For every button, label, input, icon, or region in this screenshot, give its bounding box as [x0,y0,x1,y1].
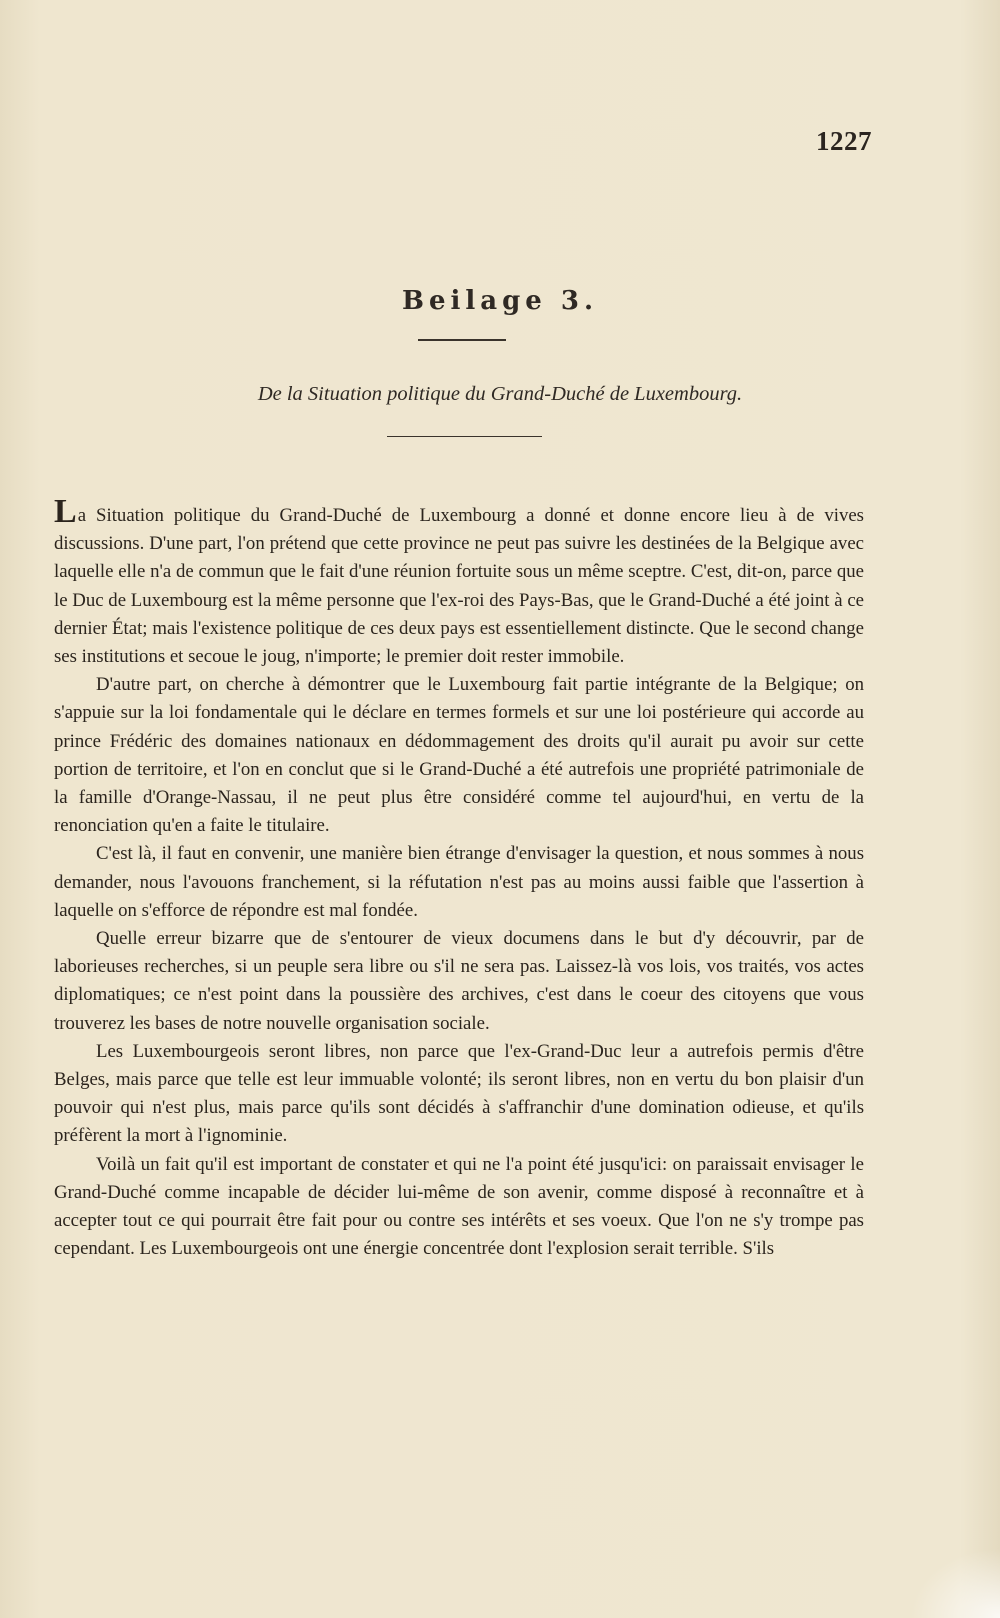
paragraph-1 [54,493,864,671]
page-corner-mark [910,1548,1000,1618]
paragraph-6: Voilà un fait qu'il est important de constater et qui ne l'a point été jusqu'ici: on paraissait envisager le Grand-Duché comme incapable de décider lui-même de son avenir, comme disposé à reconnaître et à accepter tout ce qui pourrait être fait pour ou contre ses intérêts et ses voeux. Que l'on ne s'y trompe pas cependant. Les Luxembourgeois ont une énergie concentrée dont l'explosion serait terrible. S'ils [54,1153,864,1260]
appendix-heading: Beilage 3. [401,286,599,316]
body-text [54,493,864,1263]
paragraph-4: Quelle erreur bizarre que de s'entourer de vieux documens dans le but d'y découvrir, par de laborieuses recherches, si un peuple sera libre ou s'il ne sera pas. Laissez-là vos lois, vos traités, vos actes diplomatiques; ce n'est point dans la poussière des archives, c'est dans le coeur des citoyens que vous trouverez les bases de notre nouvelle organisation sociale. [54,928,864,1034]
document-subtitle: De la Situation politique du Grand-Duché de Luxembourg. [257,383,743,405]
page-number: 1227 [816,126,872,156]
paragraph-2: D'autre part, on cherche à démontrer que le Luxembourg fait partie intégrante de la Belgique; on s'appuie sur la loi fondamentale qui le déclare en termes formels et sur une loi postérieure qui accorde au prince Frédéric des domaines nationaux en dédommagement des droits qu'il aurait pu avoir sur cette portion de territoire, et l'on en conclut que si le Grand-Duché a été autrefois une propriété patrimoniale de la famille d'Orange-Nassau, il ne peut plus être considéré comme tel aujourd'hui, en vertu de la renonciation qu'en a faite le titulaire. [54,674,864,837]
heading-divider [418,339,506,341]
subtitle-divider [387,436,542,437]
drop-cap-initial: L [54,493,77,530]
paragraph-3: C'est là, il faut en convenir, une manière bien étrange d'envisager la question, et nous sommes à nous demander, nous l'avouons franchement, si la réfutation n'est pas au moins aussi faible que l'assertion à laquelle on s'efforce de répondre est mal fondée. [54,843,864,921]
paragraph-5: Les Luxembourgeois seront libres, non parce que l'ex-Grand-Duc leur a autrefois permis d'être Belges, mais parce que telle est leur immuable volonté; ils seront libres, non en vertu du bon plaisir d'un pouvoir qui n'est plus, mais parce qu'ils sont décidés à s'affranchir d'une domination odieuse, et qu'ils préfèrent la mort à l'ignominie. [54,1040,864,1147]
paragraph-1-text: a Situation politique du Grand-Duché de Luxembourg a donné et donne encore lieu à de vives discussions. D'une part, l'on prétend que cette province ne peut pas suivre les destinées de la Belgique avec laquelle elle n'a de commun que le fait d'une réunion fortuite sous un même sceptre. C'est, dit-on, parce que le Duc de Luxembourg est la même personne que l'ex-roi des Pays-Bas, que le Grand-Duché a été joint à ce dernier État; mais l'existence politique de ces deux pays est essentiellement distincte. Que le second change ses institutions et secoue le joug, n'importe; le premier doit rester immobile. [54,505,864,668]
